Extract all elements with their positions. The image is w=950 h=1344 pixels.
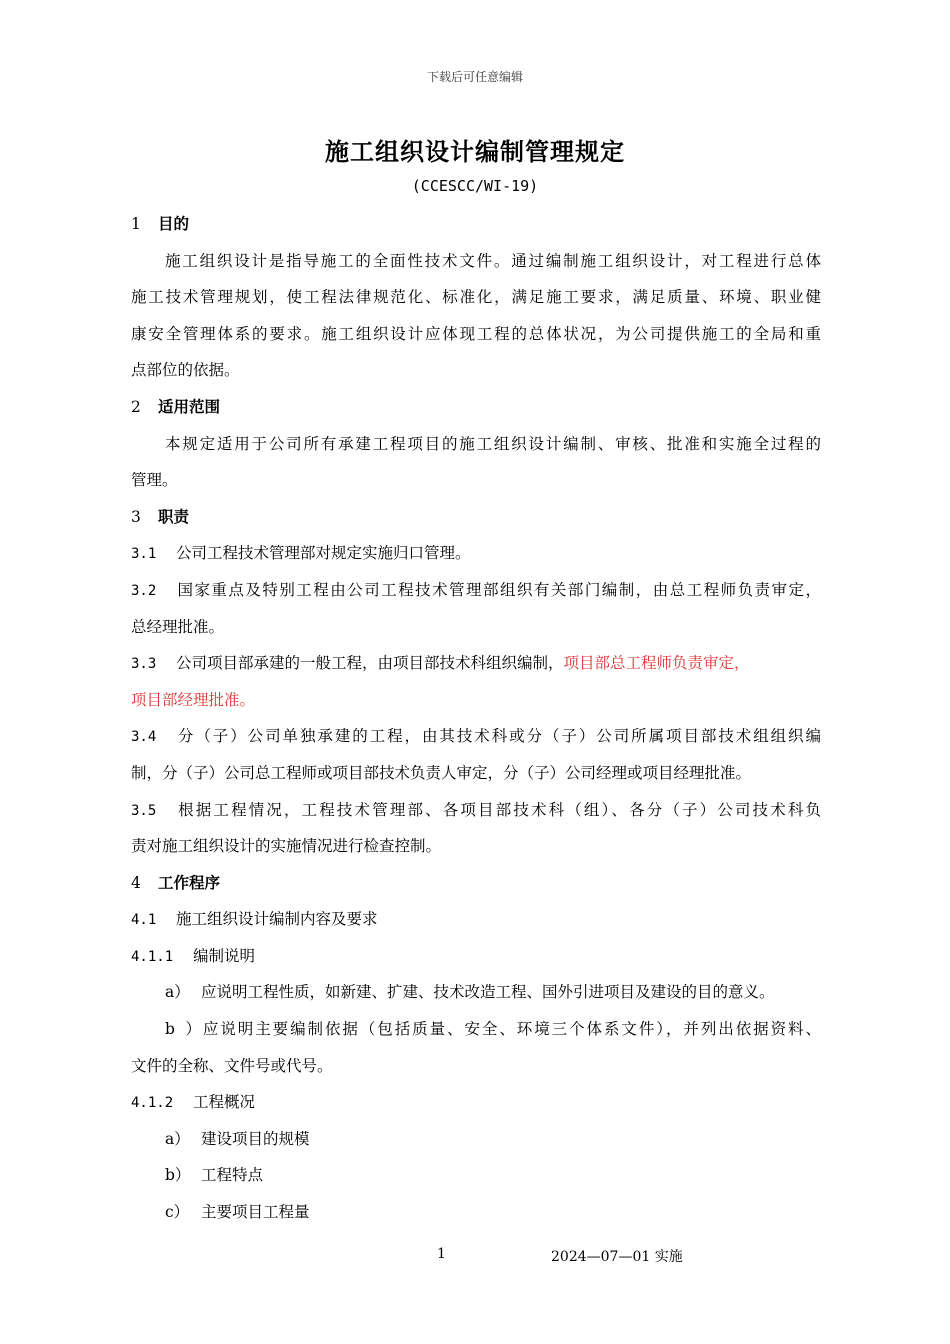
clause-text: 公司工程技术管理部对规定实施归口管理。	[176, 544, 471, 563]
page-number: 1	[437, 1246, 446, 1262]
section-2-heading	[131, 389, 821, 426]
clause-number: 4.1.1	[131, 948, 174, 965]
paragraph-line: 施工组织设计是指导施工的全面性技术文件。通过编制施工组织设计，对工程进行总体	[165, 251, 821, 270]
clause-3-4	[131, 718, 821, 755]
item-text: 主要项目工程量	[201, 1203, 310, 1222]
item-text: 应说明主要编制依据（包括质量、安全、环境三个体系文件），并列出依据资料、	[201, 1020, 821, 1039]
clause-3-2	[131, 572, 821, 609]
item-marker: b）	[165, 1166, 191, 1185]
paragraph-line: 康安全管理体系的要求。施工组织设计应体现工程的总体状况，为公司提供施工的全局和重	[131, 324, 821, 343]
clause-text: 工程概况	[193, 1093, 256, 1112]
clause-continuation: 总经理批准。	[131, 617, 225, 636]
section-number: 4	[131, 873, 141, 892]
item-text: 建设项目的规模	[201, 1129, 310, 1148]
section-title: 职责	[158, 506, 190, 526]
document-body	[131, 206, 821, 1231]
section-number: 1	[131, 215, 141, 233]
clause-number: 3.1	[131, 546, 157, 563]
clause-text: 国家重点及特别工程由公司工程技术管理部组织有关部门编制，由总工程师负责审定，	[176, 580, 821, 599]
paragraph-line: 管理。	[131, 471, 178, 490]
clause-4-1-1	[131, 938, 821, 975]
clause-text: 编制说明	[193, 946, 256, 965]
list-item	[131, 1011, 821, 1048]
clause-number: 3.4	[131, 729, 157, 746]
item-text: 应说明工程性质，如新建、扩建、技术改造工程、国外引进项目及建设的目的意义。	[201, 983, 775, 1002]
item-text: 工程特点	[201, 1166, 264, 1185]
clause-number: 4.1.2	[131, 1095, 174, 1112]
section-title: 工作程序	[158, 872, 221, 892]
item-marker: a）	[165, 983, 190, 1002]
paragraph-line: 点部位的依据。	[131, 361, 240, 380]
clause-continuation: 责对施工组织设计的实施情况进行检查控制。	[131, 837, 442, 856]
paragraph-line: 本规定适用于公司所有承建工程项目的施工组织设计编制、审核、批准和实施全过程的	[165, 434, 821, 453]
list-item	[131, 1121, 821, 1158]
item-continuation: 文件的全称、文件号或代号。	[131, 1056, 333, 1075]
item-marker: c）	[165, 1203, 190, 1222]
section-4-heading	[131, 865, 821, 902]
list-item	[131, 1194, 821, 1231]
item-marker: b）	[165, 1020, 201, 1039]
clause-number: 3.3	[131, 656, 157, 673]
section-number: 3	[131, 507, 141, 526]
section-3-heading	[131, 499, 821, 536]
highlighted-text: 项目部总工程师负责审定，	[563, 654, 750, 673]
item-marker: a）	[165, 1129, 190, 1148]
header-note: 下载后可任意编辑	[426, 70, 523, 84]
clause-text: 施工组织设计编制内容及要求	[176, 910, 378, 929]
clause-continuation: 制，分（子）公司总工程师或项目部技术负责人审定，分（子）公司经理或项目经理批准。	[131, 763, 752, 782]
clause-number: 3.5	[131, 802, 157, 819]
clause-3-3	[131, 645, 821, 682]
list-item	[131, 974, 821, 1011]
section-title: 目的	[158, 214, 190, 233]
section-number: 2	[131, 397, 141, 416]
document-code: (CCESCC/WI-19)	[411, 177, 539, 195]
implementation-date: 2024—07—01 实施	[551, 1249, 683, 1265]
clause-3-5	[131, 792, 821, 829]
list-item	[131, 1157, 821, 1194]
clause-text: 根据工程情况，工程技术管理部、各项目部技术科（组）、各分（子）公司技术科负	[176, 800, 821, 819]
highlighted-continuation: 项目部经理批准。	[131, 690, 256, 709]
clause-4-1-2	[131, 1084, 821, 1121]
section-title: 适用范围	[158, 396, 221, 416]
clause-number: 4.1	[131, 912, 157, 929]
clause-4-1	[131, 901, 821, 938]
clause-3-1	[131, 535, 821, 572]
clause-text: 公司项目部承建的一般工程，由项目部技术科组织编制，	[176, 654, 564, 673]
clause-text: 分（子）公司单独承建的工程，由其技术科或分（子）公司所属项目部技术组组织编	[176, 727, 821, 746]
paragraph-line: 施工技术管理规划，使工程法律规范化、标准化，满足施工要求，满足质量、环境、职业健	[131, 288, 821, 307]
document-title: 施工组织设计编制管理规定	[325, 137, 625, 166]
clause-number: 3.2	[131, 582, 157, 599]
section-1-heading	[131, 206, 821, 243]
